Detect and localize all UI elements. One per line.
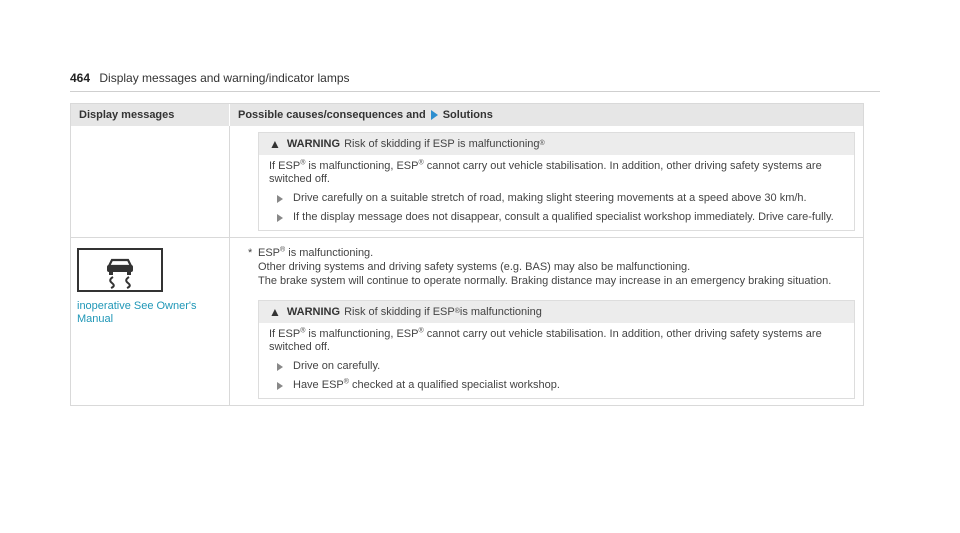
solution-step [269,360,844,373]
cause-text: * ESP® is malfunctioning. Other driving systems and driving safety systems (e.g. BAS) may also be malfunctioning. The brake system will continue to operate normally. Braking distance may increase in an emergency braking situation. [248,246,832,287]
col-header-solutions-label: Solutions [442,109,493,121]
solution-step-text: Drive on carefully. [293,360,381,372]
solution-step-text: Drive carefully on a suitable stretch of road, making slight steering movements at a speed above 30 km/h. [293,192,807,204]
solution-step-text: If the display message does not disappear, consult a qualified specialist workshop immediately. Drive care-fully. [293,211,834,223]
page-header [70,71,880,92]
bullet-arrow-icon [277,214,283,222]
table-row [71,237,863,405]
warning-triangle-icon: ▲ [269,137,281,151]
causes-cell [230,126,863,237]
esp-skid-icon [77,248,163,292]
page-title: Display messages and warning/indicator lamps [99,71,350,85]
col-header-causes-label: Possible causes/consequences and [238,109,426,121]
table-row [71,126,863,237]
warning-box [258,132,855,231]
display-message-cell [71,126,230,237]
causes-cell [230,238,863,405]
col-header-causes [230,109,863,121]
warning-paragraph: If ESP® is malfunctioning, ESP® cannot carry out vehicle stabilisation. In addition, other driving safety systems are switched off. [269,327,822,353]
page-number: 464 [70,71,91,85]
display-message-text: inoperative See Owner's Manual [77,300,197,325]
solution-step [269,379,844,392]
display-messages-table [70,103,864,406]
col-header-display-messages: Display messages [71,104,230,126]
warning-header: ▲ WARNING Risk of skidding if ESP ® is malfunctioning [259,301,854,323]
warning-title: WARNING [286,306,341,318]
warning-body [259,323,854,398]
warning-title: WARNING [286,138,341,150]
bullet-arrow-icon [277,363,283,371]
solution-arrow-icon [431,110,438,120]
warning-triangle-icon: ▲ [269,305,281,319]
solution-step [269,192,844,205]
warning-paragraph: If ESP® is malfunctioning, ESP® cannot carry out vehicle stabilisation. In addition, other driving safety systems are switched off. [269,159,822,185]
warning-box [258,300,855,399]
warning-text: Risk of skidding if ESP is malfunctioning [344,138,540,150]
solution-step-text: Have ESP® checked at a qualified specialist workshop. [293,378,560,391]
warning-header: ▲ WARNING Risk of skidding if ESP is malfunctioning ® [259,133,854,155]
table-header [71,104,863,126]
bullet-arrow-icon [277,195,283,203]
warning-body [259,155,854,230]
solution-step [269,211,844,224]
bullet-arrow-icon [277,382,283,390]
display-message-cell [71,238,230,405]
